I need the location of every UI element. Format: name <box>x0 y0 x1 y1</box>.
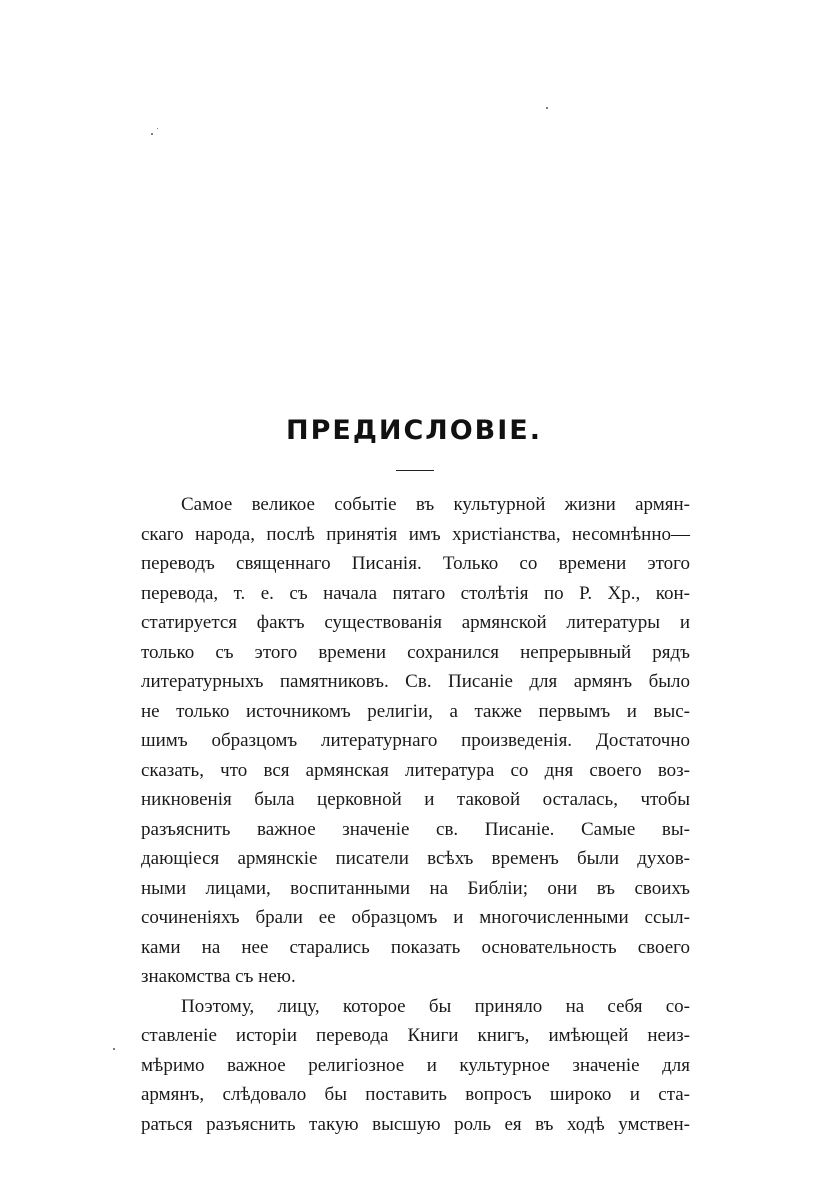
text-line: литературныхъ памятниковъ. Св. Писаніе для армянъ было <box>141 671 690 692</box>
text-line: армянъ, слѣдовало бы поставить вопросъ широко и ста- <box>141 1084 690 1105</box>
scan-speck <box>157 128 158 129</box>
text-line: сочиненіяхъ брали ее образцомъ и многочисленными ссыл- <box>141 907 690 928</box>
scan-speck <box>546 107 548 109</box>
text-line: статируется фактъ существованія армянской литературы и <box>141 612 690 633</box>
text-line: знакомства съ нею. <box>141 966 296 987</box>
text-line: ками на нее старались показать основательность своего <box>141 936 690 958</box>
text-line: никновенія была церковной и таковой осталась, чтобы <box>141 789 690 810</box>
title-divider <box>396 470 434 471</box>
scan-speck <box>151 133 153 135</box>
text-line: скаго народа, послѣ принятія имъ христіанства, несомнѣнно— <box>141 523 690 545</box>
text-line: ставленіе исторіи перевода Книги книгъ, имѣющей неиз- <box>141 1025 690 1046</box>
page-title: ПРЕДИСЛОВІЕ. <box>286 415 542 446</box>
scan-speck <box>113 1048 115 1050</box>
text-line: разъяснить важное значеніе св. Писаніе. Самые вы- <box>141 818 690 840</box>
text-line: дающіеся армянскіе писатели всѣхъ временъ были духов- <box>141 848 690 869</box>
text-line: только съ этого времени сохранился непрерывный рядъ <box>141 641 690 663</box>
text-line: не только источникомъ религіи, а также первымъ и выс- <box>141 700 690 722</box>
text-line: раться разъяснить такую высшую роль ея въ ходѣ умствен- <box>141 1113 690 1135</box>
text-line: сказать, что вся армянская литература со дня своего воз- <box>141 759 690 781</box>
text-line: Поэтому, лицу, которое бы приняло на себя со- <box>181 995 690 1017</box>
preface-text <box>141 490 690 1139</box>
text-line: шимъ образцомъ литературнаго произведенія. Достаточно <box>141 730 690 751</box>
text-line: Самое великое событіе въ культурной жизни армян- <box>181 494 690 515</box>
text-line: мѣримо важное религіозное и культурное значеніе для <box>141 1054 690 1076</box>
text-line: переводъ священнаго Писанія. Только со времени этого <box>141 553 690 574</box>
text-line: перевода, т. е. съ начала пятаго столѣтія по Р. Хр., кон- <box>141 582 690 604</box>
text-line: ными лицами, воспитанными на Библіи; они въ своихъ <box>141 877 690 899</box>
